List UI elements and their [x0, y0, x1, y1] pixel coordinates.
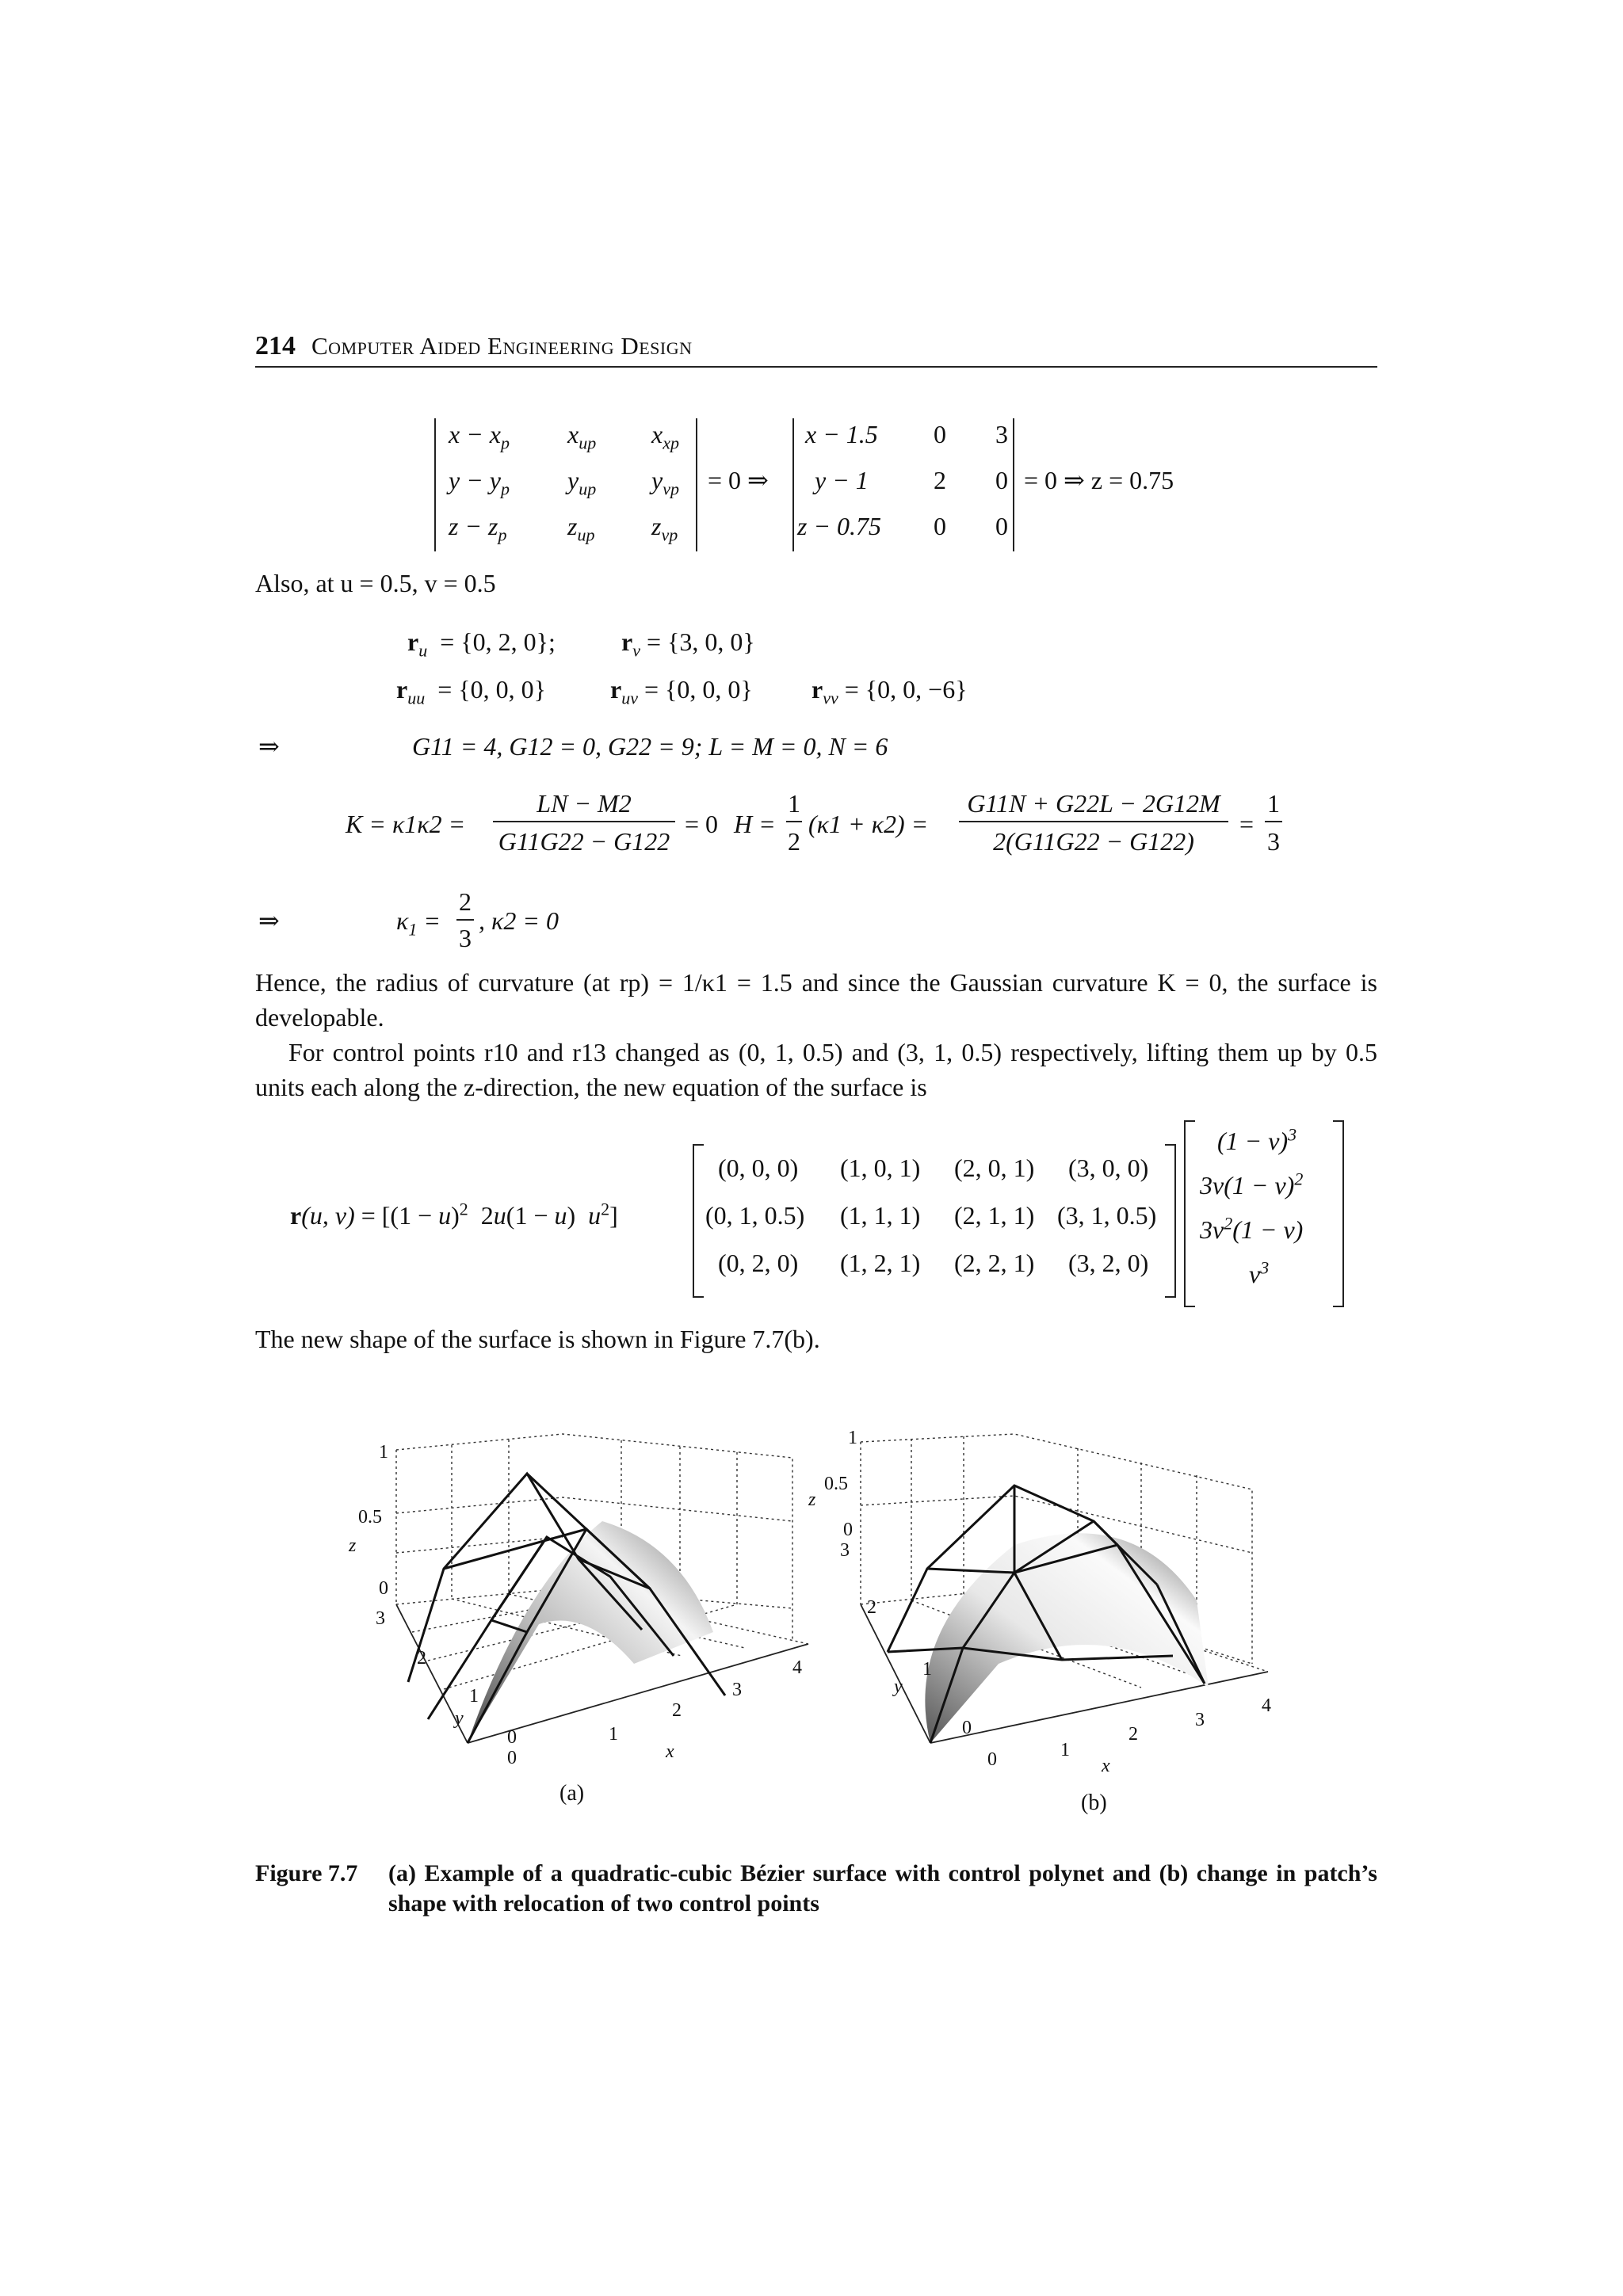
H-numerator: G11N + G22L − 2G12M — [967, 789, 1220, 818]
a-zlabel: z — [349, 1535, 357, 1556]
K-rhs: = 0 — [685, 810, 719, 838]
paragraph-new-shape: The new shape of the surface is shown in Figure 7.7(b). — [255, 1325, 820, 1353]
det-right-r1c2: 0 — [934, 420, 946, 448]
matrix-r3c3: (2, 2, 1) — [954, 1249, 1035, 1277]
a-xlabel: x — [666, 1741, 674, 1762]
vector-2: $3v(1 - v)^2$ — [1200, 1169, 1304, 1199]
a-xtick-3: 3 — [732, 1680, 742, 1700]
b-ytick-0: 0 — [962, 1718, 972, 1738]
k1-den: 3 — [459, 924, 472, 952]
b-panel-label: (b) — [1081, 1791, 1107, 1815]
determinant-equation — [434, 418, 1227, 553]
a-ztick-05: 0.5 — [358, 1507, 382, 1527]
H-denominator: 2(G11G22 − G122) — [993, 827, 1194, 856]
det-right-r2c3: 0 — [995, 466, 1008, 494]
det-left-r1c3: $x_{xp}$ — [651, 420, 679, 453]
a-ytick-1: 1 — [469, 1686, 479, 1707]
det-left-r3c2: $z_{up}$ — [567, 512, 595, 545]
fundamental-coefficients: G11 = 4, G12 = 0, G22 = 9; L = M = 0, N = 6 — [412, 732, 888, 761]
ru-derivative: $r_u = \{0$, 2, 0}; — [407, 627, 556, 661]
rv-derivative: $r_v = \{3$, 0, 0} — [621, 627, 755, 661]
vector-4: $v^3$ — [1249, 1257, 1270, 1288]
vector-1: $(1 - v)^3$ — [1217, 1124, 1297, 1155]
page-number: 214 — [255, 331, 296, 360]
det-left-r3c3: $z_{vp}$ — [651, 512, 678, 545]
matrix-r1c2: (1, 0, 1) — [840, 1154, 921, 1182]
matrix-r2c1: (0, 1, 0.5) — [705, 1201, 805, 1230]
kappa-values: $\kappa_1$ = 2 3 , κ2 = 0 — [396, 887, 559, 952]
figure-caption-text: (a) Example of a quadratic-cubic Bézier surface with control polynet and (b) change in patch’s shape with relocation of two control points — [388, 1860, 1377, 1917]
a-xtick-1: 1 — [609, 1724, 618, 1745]
a-ytick-0: 0 — [507, 1727, 517, 1748]
paragraph-control-points: For control points r10 and r13 changed as (0, 1, 0.5) and (3, 1, 0.5) respectively, lifting them up by 0.5 units each along the z-direction, the new equation of the surface is — [255, 1038, 1377, 1101]
a-ytick-3: 3 — [376, 1608, 385, 1629]
matrix-r1c1: (0, 0, 0) — [718, 1154, 799, 1182]
matrix-r2c2: (1, 1, 1) — [840, 1201, 921, 1230]
H-result-num: 1 — [1267, 789, 1280, 818]
det-left-r1c1: $x - x_p$ — [449, 420, 510, 453]
det-left-r1c2: $x_{up}$ — [567, 420, 597, 453]
H-equals: = — [1239, 810, 1254, 838]
b-xtick-4: 4 — [1262, 1695, 1271, 1716]
H-half-den: 2 — [788, 827, 800, 856]
matrix-r1c4: (3, 0, 0) — [1068, 1154, 1149, 1182]
panel-b — [808, 1428, 1271, 1815]
a-xtick-4: 4 — [792, 1657, 802, 1678]
matrix-r3c2: (1, 2, 1) — [840, 1249, 921, 1277]
matrix-r1c3: (2, 0, 1) — [954, 1154, 1035, 1182]
running-header — [255, 331, 693, 361]
surface-lhs: r(u, $v) = [(1 - u)^2$ 2u(1 − u) $u^2$] — [290, 1199, 618, 1230]
b-ytick-1: 1 — [922, 1659, 932, 1680]
det-right-r3c1: z − 0.75 — [797, 512, 882, 540]
K-lhs: K = κ1κ2 = — [346, 810, 466, 838]
b-xtick-2: 2 — [1128, 1724, 1138, 1745]
matrix-r2c4: (3, 1, 0.5) — [1057, 1201, 1157, 1230]
b-xtick-0: 0 — [987, 1749, 997, 1770]
det-right-r2c1: y − 1 — [815, 466, 869, 494]
a-ztick-1: 1 — [379, 1442, 388, 1463]
matrix-r3c1: (0, 2, 0) — [718, 1249, 799, 1277]
implies-arrow-1: ⇒ — [258, 732, 280, 761]
k1-num: 2 — [459, 887, 472, 916]
rvv-derivative: $r_{vv} = \{0$, 0, −6} — [812, 675, 968, 708]
matrix-r3c4: (3, 2, 0) — [1068, 1249, 1149, 1277]
b-ztick-05: 0.5 — [824, 1474, 848, 1494]
H-half-num: 1 — [788, 789, 800, 818]
b-zlabel: z — [808, 1489, 816, 1510]
header-rule — [255, 366, 1377, 368]
det-right-r1c1: x − 1.5 — [805, 420, 878, 448]
figure-7-7 — [301, 1426, 1300, 1838]
K-numerator: LN − M2 — [537, 789, 632, 818]
det-right-r3c2: 0 — [934, 512, 946, 540]
running-title: Computer Aided Engineering Design — [311, 332, 693, 360]
implies-arrow-2: ⇒ — [258, 906, 280, 935]
det-result: = 0 ⇒ z = 0.75 — [1024, 466, 1174, 494]
det-left-r2c3: $y_{vp}$ — [651, 466, 679, 499]
a-ztick-0: 0 — [379, 1578, 388, 1599]
ruv-derivative: $r_{uv} = \{0$, 0, 0} — [610, 675, 753, 708]
b-xlabel: x — [1102, 1756, 1110, 1776]
det-left-r2c2: $y_{up}$ — [567, 466, 597, 499]
ruu-derivative: $r_{uu} = \{0$, 0, 0} — [396, 675, 546, 708]
det-right-r1c3: 3 — [995, 420, 1008, 448]
b-ytick-2: 2 — [867, 1597, 876, 1618]
also-line: Also, at u = 0.5, v = 0.5 — [255, 569, 496, 597]
implies-zero: = 0 ⇒ — [708, 466, 769, 494]
det-left-r3c1: $z - z_p$ — [449, 512, 507, 545]
H-lhs: H = — [734, 810, 776, 838]
paragraph-developable: Hence, the radius of curvature (at rp) = 1/κ1 = 1.5 and since the Gaussian curvature K = 0, the surface is developable. — [255, 968, 1377, 1032]
det-right-r3c3: 0 — [995, 512, 1008, 540]
b-ztick-0: 0 — [843, 1520, 853, 1540]
a-panel-label: (a) — [559, 1781, 585, 1806]
surface-equation — [290, 1120, 1344, 1310]
curvature-equations — [346, 784, 1376, 871]
a-xtick-2: 2 — [672, 1700, 682, 1721]
det-left-r2c1: $y - y_p$ — [449, 466, 510, 499]
a-ylabel: y — [455, 1708, 464, 1729]
H-result-den: 3 — [1267, 827, 1280, 856]
a-xtick-0: 0 — [507, 1748, 517, 1768]
b-xtick-1: 1 — [1060, 1740, 1070, 1760]
matrix-r2c3: (2, 1, 1) — [954, 1201, 1035, 1230]
panel-a — [348, 1434, 808, 1806]
b-ytick-3: 3 — [840, 1540, 850, 1561]
vector-3: $3v^2(1 - v)$ — [1200, 1213, 1304, 1244]
k2-value: κ2 = 0 — [491, 906, 559, 935]
K-denominator: G11G22 − G122 — [498, 827, 670, 856]
figure-caption-number: Figure 7.7 — [255, 1860, 358, 1886]
H-mid: (κ1 + κ2) = — [808, 810, 929, 838]
det-right-r2c2: 2 — [934, 466, 946, 494]
b-ztick-1: 1 — [848, 1428, 857, 1448]
a-ytick-2: 2 — [417, 1648, 426, 1669]
b-ylabel: y — [894, 1676, 903, 1697]
b-xtick-3: 3 — [1195, 1710, 1205, 1730]
